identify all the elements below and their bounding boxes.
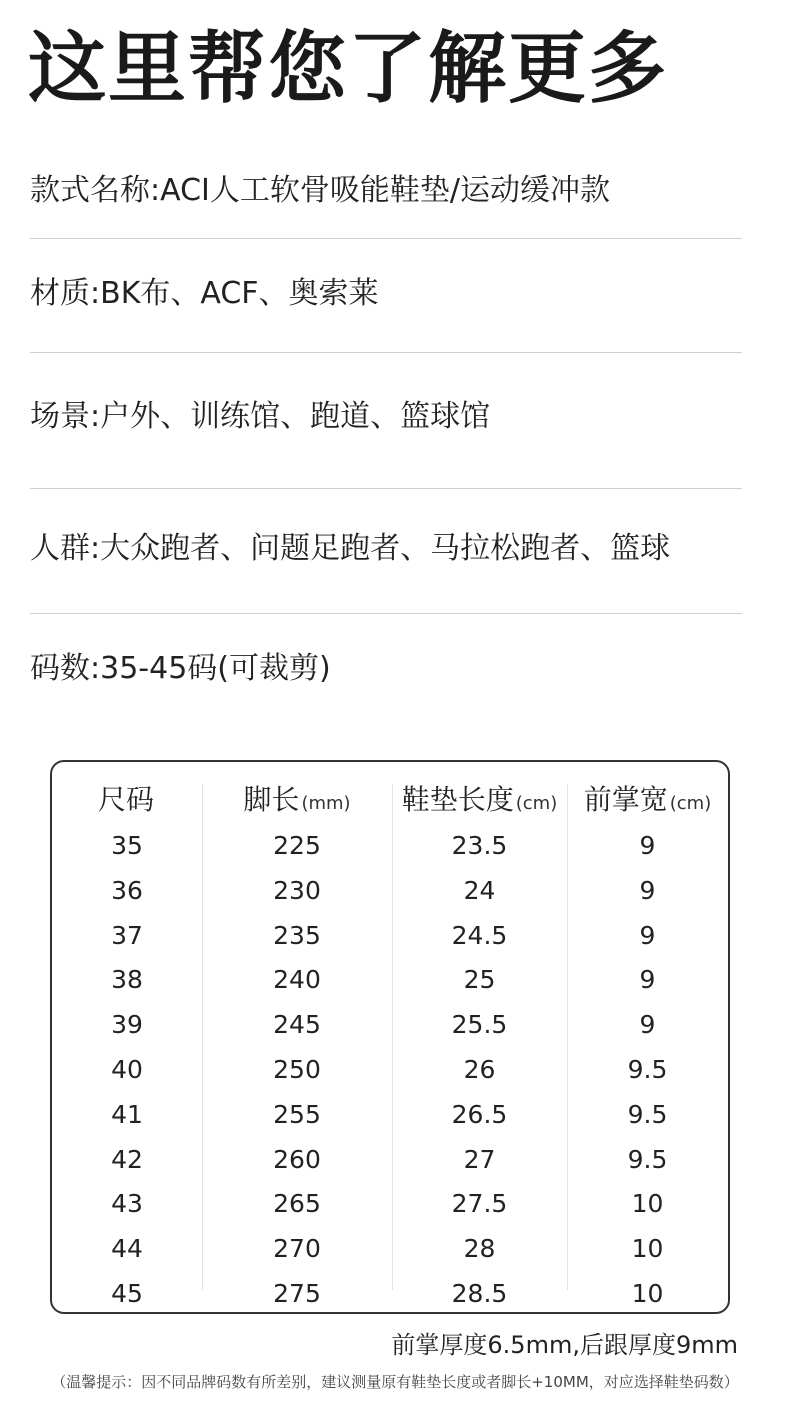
table-cell: 10 — [631, 1278, 664, 1308]
table-cell: 35 — [111, 831, 143, 860]
thickness-note: 前掌厚度6.5mm,后跟厚度9mm — [391, 1331, 738, 1359]
table-cell: 27.5 — [451, 1189, 508, 1219]
column-cells — [392, 824, 567, 1317]
tip-footnote: （温馨提示：因不同品牌码数有所差别，建议测量原有鞋垫长度或者脚长+10MM，对应选择鞋垫码数） — [51, 1373, 739, 1391]
column-cells — [567, 824, 728, 1317]
table-cell: 230 — [273, 875, 321, 905]
table-cell: 9 — [639, 1010, 656, 1040]
table-cell: 24.5 — [451, 920, 508, 950]
header-unit: (mm) — [301, 793, 351, 814]
table-cell: 28.5 — [451, 1278, 508, 1308]
table-cell: 9 — [639, 875, 656, 905]
page-title: 这里帮您了解更多 — [28, 24, 669, 114]
header-unit: (cm) — [669, 793, 712, 814]
table-cell: 9.5 — [627, 1144, 668, 1174]
column-foot-length — [202, 762, 392, 1312]
table-cell: 40 — [111, 1054, 143, 1084]
header-label: 鞋垫长度 — [401, 783, 514, 816]
table-cell: 25 — [463, 965, 496, 995]
header-label: 尺码 — [97, 783, 154, 816]
table-cell: 37 — [111, 920, 143, 950]
table-cell: 44 — [111, 1234, 143, 1264]
table-cell: 41 — [111, 1099, 143, 1129]
size-chart-table — [50, 760, 730, 1314]
header-label: 前掌宽 — [583, 783, 668, 816]
column-forefoot-width — [567, 762, 728, 1312]
column-cells — [202, 824, 392, 1317]
header-label: 脚长 — [243, 783, 300, 816]
crowd-text: 人群:大众跑者、问题足跑者、马拉松跑者、篮球 — [30, 531, 671, 566]
table-cell: 10 — [631, 1234, 664, 1264]
table-cell: 24 — [463, 875, 496, 905]
column-header-insole-length — [392, 780, 567, 824]
table-cell: 245 — [273, 1010, 321, 1040]
column-header-foot-length — [202, 780, 392, 824]
column-size — [52, 762, 202, 1312]
table-cell: 270 — [273, 1234, 321, 1264]
size-range-text: 码数:35-45码(可裁剪) — [30, 651, 331, 686]
style-name-text: 款式名称:ACI人工软骨吸能鞋垫/运动缓冲款 — [30, 173, 611, 208]
table-cell: 225 — [273, 831, 321, 860]
table-cell: 240 — [273, 965, 321, 995]
table-cell: 255 — [273, 1099, 321, 1129]
table-cell: 260 — [273, 1144, 321, 1174]
table-cell: 43 — [111, 1189, 143, 1219]
table-cell: 36 — [111, 875, 143, 905]
table-cell: 265 — [273, 1189, 321, 1219]
header-unit: (cm) — [515, 793, 558, 814]
table-cell: 28 — [463, 1234, 496, 1264]
table-cell: 23.5 — [451, 831, 508, 860]
table-cell: 45 — [111, 1278, 143, 1308]
table-cell: 250 — [273, 1054, 321, 1084]
column-cells — [52, 824, 202, 1317]
divider — [30, 613, 742, 614]
table-cell: 275 — [273, 1278, 321, 1308]
scene-text: 场景:户外、训练馆、跑道、篮球馆 — [30, 399, 491, 434]
table-cell: 42 — [111, 1144, 143, 1174]
table-cell: 9.5 — [627, 1099, 668, 1129]
table-cell: 26.5 — [451, 1099, 508, 1129]
table-cell: 9 — [639, 965, 656, 995]
divider — [30, 238, 742, 239]
column-header-forefoot-width — [567, 780, 728, 824]
divider — [30, 488, 742, 489]
table-cell: 9.5 — [627, 1054, 668, 1084]
table-cell: 38 — [111, 965, 143, 995]
table-cell: 26 — [463, 1054, 496, 1084]
table-cell: 235 — [273, 920, 321, 950]
column-insole-length — [392, 762, 567, 1312]
table-cell: 9 — [639, 920, 656, 950]
table-cell: 39 — [111, 1010, 143, 1040]
divider — [30, 352, 742, 353]
column-header-size — [52, 780, 202, 824]
table-cell: 10 — [631, 1189, 664, 1219]
table-cell: 27 — [463, 1144, 496, 1174]
table-cell: 9 — [639, 831, 656, 860]
material-text: 材质:BK布、ACF、奥索莱 — [30, 276, 379, 311]
table-cell: 25.5 — [451, 1010, 508, 1040]
